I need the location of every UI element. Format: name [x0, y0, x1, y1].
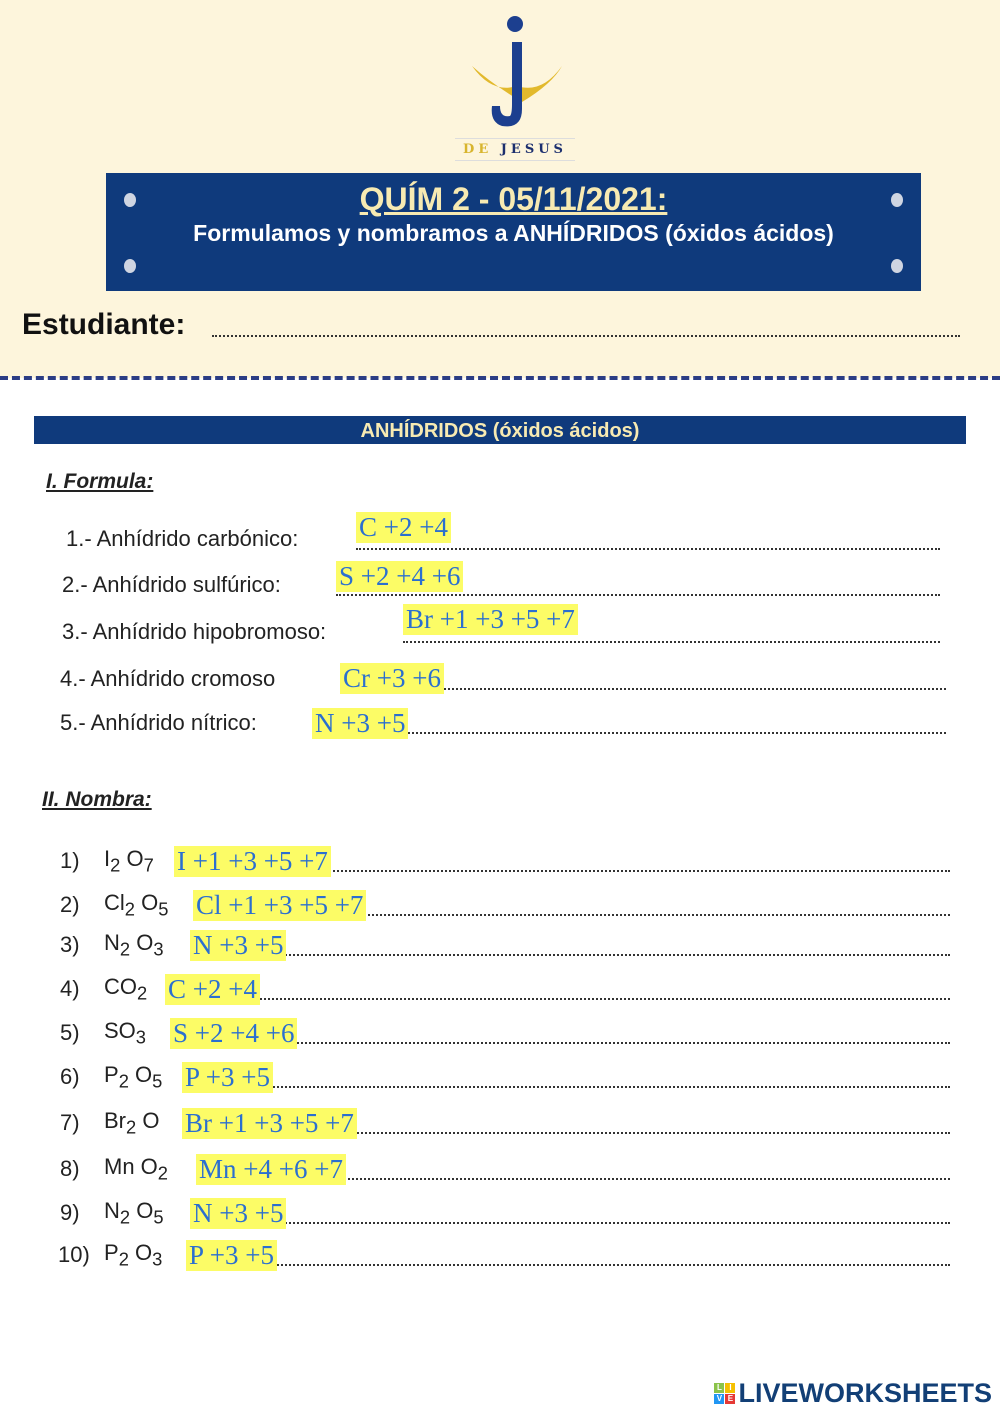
- student-label: Estudiante:: [22, 308, 186, 341]
- nombra-answer-input[interactable]: Mn +4 +6 +7: [196, 1154, 346, 1185]
- dot-icon: [891, 193, 903, 207]
- formula-answer-input[interactable]: S +2 +4 +6: [336, 561, 463, 592]
- nombra-item-number: 5): [60, 1020, 80, 1045]
- answer-line: [190, 954, 950, 956]
- answer-line: [165, 998, 950, 1000]
- nombra-item-formula: $Br_2$ O: [104, 1108, 160, 1138]
- formula-item-label: 2.- Anhídrido sulfúrico:: [62, 572, 281, 597]
- nombra-item-number: 7): [60, 1110, 80, 1135]
- formula-answer-input[interactable]: Cr +3 +6: [340, 663, 444, 694]
- nombra-answer-input[interactable]: N +3 +5: [190, 1198, 286, 1229]
- liveworksheets-text: LIVEWORKSHEETS: [738, 1378, 992, 1408]
- nombra-answer-input[interactable]: Cl +1 +3 +5 +7: [193, 890, 366, 921]
- answer-line: [356, 548, 940, 550]
- nombra-item-formula: Mn $O_2$: [104, 1154, 168, 1184]
- formula-item-label: 3.- Anhídrido hipobromoso:: [62, 619, 327, 644]
- section-bar: ANHÍDRIDOS (óxidos ácidos): [34, 416, 966, 444]
- formula-answer-input[interactable]: C +2 +4: [356, 512, 451, 543]
- answer-line: [182, 1086, 950, 1088]
- nombra-answer-input[interactable]: N +3 +5: [190, 930, 286, 961]
- liveworksheets-icon: L I V E: [714, 1383, 735, 1404]
- liveworksheets-logo: [714, 1378, 992, 1409]
- brand-name: [455, 138, 575, 161]
- dot-icon: [891, 259, 903, 273]
- nombra-item-number: 10): [58, 1242, 90, 1267]
- formula-item-label: 4.- Anhídrido cromoso: [60, 666, 276, 691]
- student-name-field[interactable]: [212, 335, 960, 337]
- brand-main: JESUS: [500, 142, 567, 157]
- nombra-item-formula: $CO_2$: [104, 974, 148, 1004]
- nombra-item-formula: $SO_3$: [104, 1018, 146, 1048]
- formula-item-label: 1.- Anhídrido carbónico:: [66, 526, 299, 551]
- nombra-item-number: 2): [60, 892, 80, 917]
- page-subtitle: Formulamos y nombramos a ANHÍDRIDOS (óxidos ácidos): [193, 220, 834, 246]
- page-title: QUÍM 2 - 05/11/2021:: [359, 181, 668, 217]
- answer-line: [190, 1222, 950, 1224]
- nombra-item-formula: $I_2$ $O_7$: [104, 846, 154, 876]
- title-banner: [106, 173, 921, 291]
- nombra-item-formula: $Cl_2$ $O_5$: [104, 890, 169, 920]
- brand-prefix: DE: [463, 142, 493, 157]
- nombra-item-number: 6): [60, 1064, 80, 1089]
- formula-answer-input[interactable]: Br +1 +3 +5 +7: [403, 604, 578, 635]
- school-logo-icon: [462, 14, 572, 134]
- nombra-answer-input[interactable]: S +2 +4 +6: [170, 1018, 297, 1049]
- nombra-item-number: 8): [60, 1156, 80, 1181]
- answer-line: [186, 1264, 950, 1266]
- nombra-answer-input[interactable]: I +1 +3 +5 +7: [174, 846, 331, 877]
- divider: [0, 376, 1000, 380]
- nombra-item-number: 4): [60, 976, 80, 1001]
- dot-icon: [124, 193, 136, 207]
- nombra-heading: II. Nombra:: [42, 788, 152, 811]
- answer-line: [403, 641, 940, 643]
- nombra-answer-input[interactable]: P +3 +5: [186, 1240, 277, 1271]
- nombra-answer-input[interactable]: Br +1 +3 +5 +7: [182, 1108, 357, 1139]
- nombra-item-formula: $N_2$ $O_3$: [104, 930, 164, 960]
- nombra-item-formula: $P_2$ $O_5$: [104, 1062, 163, 1092]
- nombra-item-number: 3): [60, 932, 80, 957]
- formula-item-label: 5.- Anhídrido nítrico:: [60, 710, 257, 735]
- nombra-item-formula: $N_2$ $O_5$: [104, 1198, 164, 1228]
- nombra-item-formula: $P_2$ $O_3$: [104, 1240, 163, 1270]
- nombra-item-number: 9): [60, 1200, 80, 1225]
- formula-heading: I. Formula:: [46, 470, 154, 493]
- nombra-answer-input[interactable]: P +3 +5: [182, 1062, 273, 1093]
- nombra-item-number: 1): [60, 848, 80, 873]
- dot-icon: [124, 259, 136, 273]
- answer-line: [336, 594, 940, 596]
- nombra-answer-input[interactable]: C +2 +4: [165, 974, 260, 1005]
- formula-answer-input[interactable]: N +3 +5: [312, 708, 408, 739]
